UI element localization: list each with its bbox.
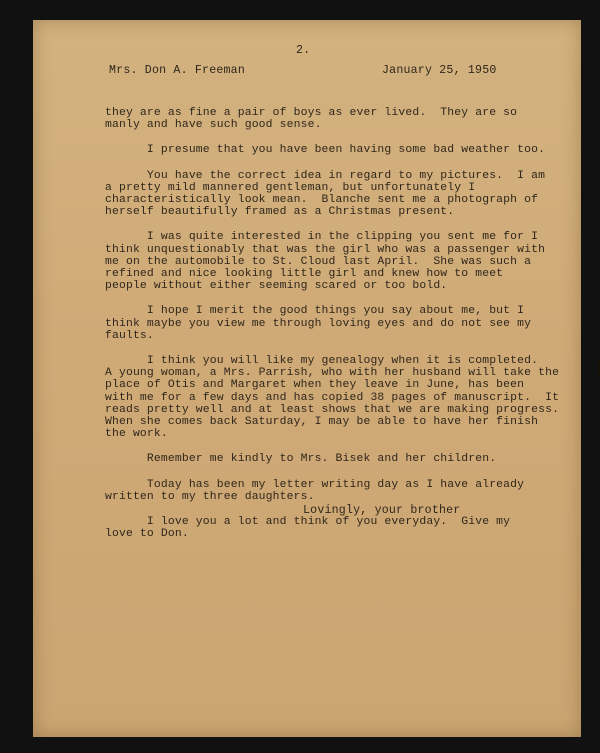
recipient-heading: Mrs. Don A. Freeman [109,64,245,77]
page-number: 2. [296,44,311,57]
letter-body [105,107,560,553]
paragraph-weather: I presume that you have been having some bad weather too. [105,144,546,157]
paragraph-pictures: You have the correct idea in regard to my pictures. I am a pretty mild mannered gentleman, but unfortunately I characteristically look mean. Blanche sent me a photograph of herself beautifully framed as a Christmas present. [105,169,546,219]
paragraph-letter-writing: Today has been my letter writing day as I have already written to my three daughters. [105,478,525,503]
paragraph-clipping: I was quite interested in the clipping you sent me for I think unquestionably that was the girl who was a passenger with me on the automobile to St. Cloud last April. She was such a refined and nice looking little girl and knew how to meet people without either seeming scared or too bold. [105,231,546,293]
paragraph-genealogy: I think you will like my genealogy when it is completed. A young woman, a Mrs. Parrish, who with her husband will take the place of Otis and Margaret when they leave in June, has been with me for a few days and has copied 38 pages of manuscript. It reads pretty well and at least shows that we are making progress. When she comes back Saturday, I may be able to have her finish the work. [105,355,560,441]
paragraph-remember: Remember me kindly to Mrs. Bisek and her children. [105,453,497,466]
letter-date: January 25, 1950 [382,64,497,77]
paragraph-love: I love you a lot and think of you everyday. Give my love to Don. [105,516,511,541]
paragraph-boys: they are as fine a pair of boys as ever lived. They are so manly and have such good sense. [105,107,518,132]
letter-page [33,20,581,737]
closing-signature: Lovingly, your brother [303,504,461,517]
paragraph-merit: I hope I merit the good things you say about me, but I think maybe you view me through loving eyes and do not see my faults. [105,305,532,342]
